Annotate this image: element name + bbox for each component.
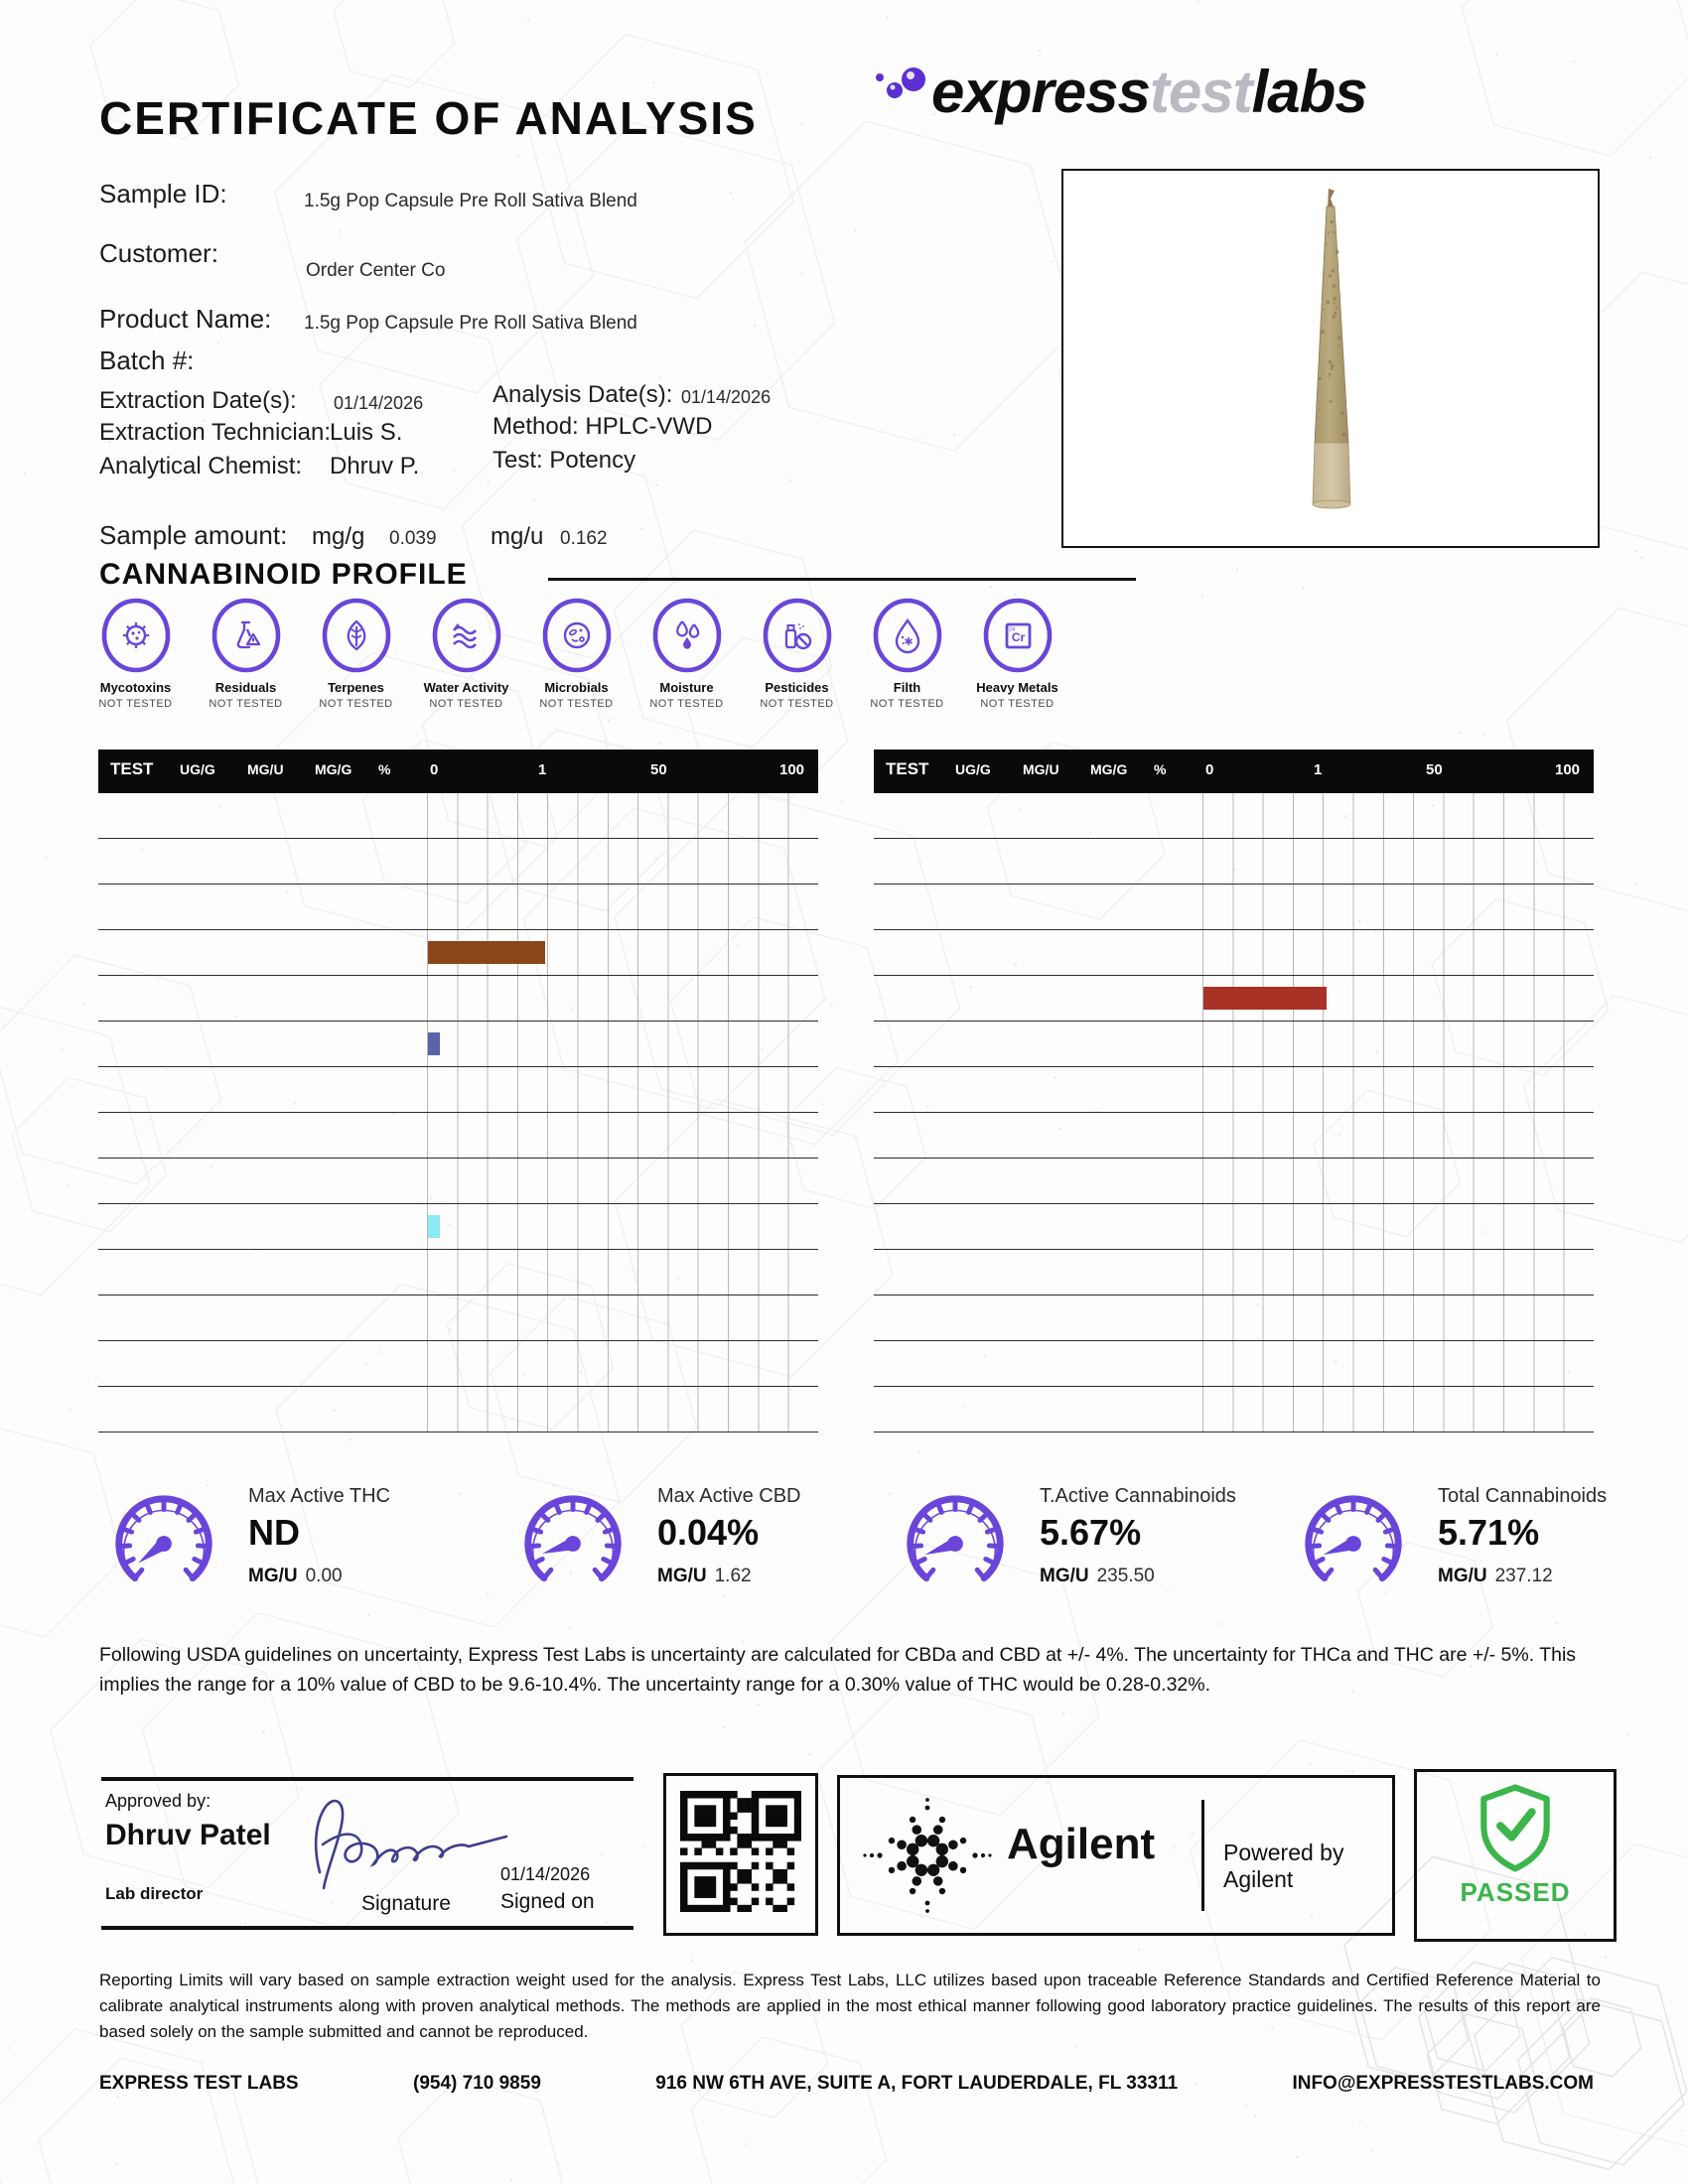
table-row-cbdva bbox=[98, 1067, 818, 1113]
row-chart-area bbox=[427, 1113, 818, 1158]
powered-by-agilent: Powered by Agilent bbox=[1223, 1840, 1344, 1892]
method-label: Method: bbox=[492, 413, 579, 440]
scale-0: 0 bbox=[1205, 761, 1214, 778]
footer-phone: (954) 710 9859 bbox=[413, 2073, 541, 2094]
test-value: Potency bbox=[549, 447, 636, 474]
row-chart-area bbox=[1202, 1204, 1594, 1249]
water-activity-icon bbox=[432, 598, 501, 673]
gauge-unit-value: 0.00 bbox=[305, 1566, 343, 1586]
passed-label: PASSED bbox=[1460, 1877, 1571, 1907]
row-chart-area bbox=[1202, 1250, 1594, 1295]
scale-1: 1 bbox=[1314, 761, 1323, 778]
scale-50: 50 bbox=[650, 761, 667, 778]
gauge-title: T.Active Cannabinoids bbox=[1040, 1485, 1236, 1507]
row-chart-area bbox=[1202, 1022, 1594, 1066]
row-chart-area bbox=[427, 839, 818, 884]
agilent-wordmark: Agilent bbox=[1007, 1820, 1156, 1868]
panel-label: Pesticides bbox=[765, 680, 829, 695]
col-mgg: MG/G bbox=[315, 761, 352, 777]
gauge-unit-label: MG/U bbox=[657, 1566, 707, 1586]
mgg-value: 0.039 bbox=[389, 528, 437, 549]
col-mgu: MG/U bbox=[1023, 761, 1059, 777]
panel-status: NOT TESTED bbox=[539, 698, 614, 710]
customer-value: Order Center Co bbox=[306, 260, 446, 281]
table-row-cbg bbox=[98, 1296, 818, 1341]
gauge-unit-label: MG/U bbox=[1438, 1566, 1487, 1586]
approver-name: Dhruv Patel bbox=[105, 1819, 271, 1851]
row-chart-area bbox=[427, 1204, 818, 1249]
extraction-technician-label: Extraction Technician: bbox=[99, 419, 332, 446]
scale-50: 50 bbox=[1426, 761, 1443, 778]
not-tested-row bbox=[80, 598, 1072, 710]
table-row-cbda bbox=[98, 976, 818, 1022]
col-ugg: UG/G bbox=[180, 761, 215, 777]
gauge-t-active-cannabinoids bbox=[897, 1485, 1236, 1602]
gauge-max-active-cbd bbox=[514, 1485, 800, 1602]
analysis-date-label: Analysis Date(s): bbox=[492, 381, 673, 408]
table-row-d8-thco bbox=[874, 885, 1594, 930]
approval-block bbox=[101, 1777, 633, 1930]
table-row-cbca bbox=[874, 839, 1594, 885]
pesticides-icon bbox=[763, 598, 832, 673]
gauge-title: Max Active CBD bbox=[657, 1485, 801, 1507]
test-row bbox=[492, 447, 635, 475]
gauge-unit-value: 1.62 bbox=[714, 1566, 752, 1586]
gauge-title: Max Active THC bbox=[248, 1485, 390, 1507]
panel-label: Moisture bbox=[659, 680, 714, 695]
not-tested-panel-filth bbox=[852, 598, 962, 710]
uncertainty-text: Following USDA guidelines on uncertainty, Express Test Labs is uncertainty are calculated for CBDa and CBD at +/- 4%. The uncertainty for THCa and THC are +/- 5%. This implies the range for a 10% value of CBD to be 9.6-10.4%. The uncertainty range for a 0.30% value of THC would be 0.28-0.32%. bbox=[99, 1644, 1577, 1696]
gauge-total-cannabinoids bbox=[1295, 1485, 1607, 1602]
not-tested-panel-residuals bbox=[191, 598, 301, 710]
col-test: TEST bbox=[110, 759, 154, 778]
row-chart-area bbox=[1202, 976, 1594, 1021]
not-tested-panel-microbials bbox=[521, 598, 632, 710]
table-row-d9-thc bbox=[98, 839, 818, 885]
table-header bbox=[98, 750, 818, 793]
test-label: Test: bbox=[492, 447, 543, 474]
not-tested-panel-mycotoxins bbox=[80, 598, 191, 710]
not-tested-panel-heavy-metals bbox=[962, 598, 1072, 710]
panel-label: Mycotoxins bbox=[99, 680, 172, 695]
signature-label: Signature bbox=[361, 1892, 451, 1915]
row-chart-area bbox=[427, 1296, 818, 1340]
panel-status: NOT TESTED bbox=[429, 698, 503, 710]
row-chart-area bbox=[427, 1387, 818, 1432]
panel-status: NOT TESTED bbox=[98, 698, 173, 710]
brand-test: test bbox=[1149, 59, 1252, 125]
sample-amount-label: Sample amount: bbox=[99, 520, 288, 550]
footer bbox=[99, 2073, 1594, 2095]
panel-status: NOT TESTED bbox=[209, 698, 283, 710]
brand-labs: labs bbox=[1251, 59, 1367, 125]
row-chart-area bbox=[1202, 1296, 1594, 1340]
row-chart-area bbox=[1202, 1067, 1594, 1112]
approver-title: Lab director bbox=[105, 1884, 204, 1903]
table-row-cbc bbox=[874, 793, 1594, 839]
gauge-icon bbox=[514, 1485, 632, 1602]
gauge-unit-value: 237.12 bbox=[1494, 1566, 1553, 1586]
table-row-cbna bbox=[98, 1159, 818, 1204]
svg-text:Cr: Cr bbox=[1011, 630, 1025, 644]
panel-status: NOT TESTED bbox=[319, 698, 393, 710]
terpenes-icon bbox=[322, 598, 391, 673]
page-title: CERTIFICATE OF ANALYSIS bbox=[99, 92, 758, 144]
table-row-thcv bbox=[98, 1387, 818, 1433]
table-header bbox=[874, 750, 1594, 793]
analysis-date-value: 01/14/2026 bbox=[681, 387, 772, 407]
sample-id-value: 1.5g Pop Capsule Pre Roll Sativa Blend bbox=[304, 191, 637, 211]
product-photo-frame bbox=[1061, 169, 1600, 548]
table-row-d10-thc bbox=[98, 885, 818, 930]
percent-bar bbox=[1203, 987, 1327, 1010]
microbials-icon bbox=[542, 598, 612, 673]
mgu-value: 0.162 bbox=[560, 528, 608, 549]
row-chart-area bbox=[427, 930, 818, 975]
col-test: TEST bbox=[886, 759, 929, 778]
table-row-d9-thca bbox=[98, 793, 818, 839]
disclaimer-text: Reporting Limits will vary based on sample extraction weight used for the analysis. Express Test Labs, LLC utilizes based upon traceable Reference Standards and Certified Reference Material to calibrate analytical instruments along with proven analytical methods. The methods are applied in the most ethical manner following good laboratory practice guidelines. The results of this report are based solely on the sample submitted and cannot be reproduced. bbox=[99, 1971, 1601, 2041]
agilent-starburst-icon bbox=[862, 1790, 993, 1921]
table-row-cbn bbox=[98, 1204, 818, 1250]
footer-company: EXPRESS TEST LABS bbox=[99, 2073, 299, 2094]
table-row-cbdv bbox=[98, 1113, 818, 1159]
gauge-icon bbox=[897, 1485, 1014, 1602]
table-row-d8-thcp bbox=[874, 1067, 1594, 1113]
gauge-unit-label: MG/U bbox=[248, 1566, 298, 1586]
qr-code-box bbox=[663, 1773, 818, 1936]
table-row-d8-thc bbox=[98, 930, 818, 976]
gauge-value: 0.04% bbox=[657, 1512, 760, 1553]
panel-label: Terpenes bbox=[328, 680, 384, 695]
mgu-label: mg/u bbox=[491, 523, 544, 550]
extraction-date-value: 01/14/2026 bbox=[334, 393, 424, 413]
table-row-thcva bbox=[98, 1341, 818, 1387]
panel-label: Heavy Metals bbox=[976, 680, 1058, 695]
batch-label: Batch #: bbox=[99, 345, 195, 375]
section-heading: CANNABINOID PROFILE bbox=[99, 558, 468, 591]
gauge-icon bbox=[105, 1485, 222, 1602]
panel-label: Water Activity bbox=[423, 680, 509, 695]
table-row-d9-thcp bbox=[874, 1022, 1594, 1067]
table-row-cbga bbox=[98, 1250, 818, 1296]
passed-badge bbox=[1414, 1769, 1617, 1942]
row-chart-area bbox=[1202, 1387, 1594, 1432]
scale-100: 100 bbox=[1555, 761, 1581, 778]
moisture-icon bbox=[652, 598, 722, 673]
panel-label: Filth bbox=[893, 680, 921, 695]
mycotoxins-icon bbox=[101, 598, 171, 673]
cannabinoid-table-right bbox=[874, 750, 1594, 1433]
analytical-chemist-label: Analytical Chemist: bbox=[99, 453, 303, 479]
footer-email: INFO@EXPRESSTESTLABS.COM bbox=[1292, 2073, 1594, 2094]
gauge-icon bbox=[1295, 1485, 1412, 1602]
table-row-thch bbox=[874, 1204, 1594, 1250]
heading-rule bbox=[548, 578, 1136, 581]
extraction-date-label: Extraction Date(s): bbox=[99, 387, 297, 414]
customer-label: Customer: bbox=[99, 238, 218, 268]
method-value: HPLC-VWD bbox=[585, 413, 713, 440]
table-row-thca bbox=[874, 976, 1594, 1022]
not-tested-panel-moisture bbox=[632, 598, 742, 710]
product-name-value: 1.5g Pop Capsule Pre Roll Sativa Blend bbox=[304, 313, 637, 334]
passed-shield-icon bbox=[1472, 1782, 1559, 1873]
percent-bar bbox=[428, 941, 545, 964]
preroll-photo bbox=[1271, 183, 1390, 530]
not-tested-panel-water-activity bbox=[411, 598, 521, 710]
mgg-label: mg/g bbox=[312, 523, 365, 550]
panel-status: NOT TESTED bbox=[980, 698, 1055, 710]
row-chart-area bbox=[1202, 930, 1594, 975]
row-chart-area bbox=[1202, 885, 1594, 929]
approved-by-label: Approved by: bbox=[105, 1791, 211, 1811]
row-chart-area bbox=[427, 1022, 818, 1066]
table-row-hhc-p bbox=[874, 1159, 1594, 1204]
panel-label: Microbials bbox=[544, 680, 609, 695]
row-chart-area bbox=[427, 793, 818, 838]
gauge-value: 5.71% bbox=[1438, 1512, 1540, 1553]
filth-icon bbox=[873, 598, 942, 673]
residuals-icon bbox=[211, 598, 281, 673]
row-chart-area bbox=[1202, 1341, 1594, 1386]
row-chart-area bbox=[1202, 793, 1594, 838]
col-mgg: MG/G bbox=[1090, 761, 1128, 777]
product-name-label: Product Name: bbox=[99, 304, 272, 334]
row-chart-area bbox=[427, 1250, 818, 1295]
approval-bottom-rule bbox=[101, 1926, 633, 1930]
not-tested-panel-terpenes bbox=[301, 598, 411, 710]
gauge-value: 5.67% bbox=[1040, 1512, 1142, 1553]
footer-address: 916 NW 6TH AVE, SUITE A, FORT LAUDERDALE, FL 33311 bbox=[655, 2073, 1179, 2094]
method-row bbox=[492, 413, 712, 441]
gauge-title: Total Cannabinoids bbox=[1438, 1485, 1608, 1507]
col-pct: % bbox=[1154, 761, 1167, 777]
table-row-hhc bbox=[874, 1113, 1594, 1159]
row-chart-area bbox=[427, 885, 818, 929]
gauge-unit-label: MG/U bbox=[1040, 1566, 1089, 1586]
row-chart-area bbox=[427, 1067, 818, 1112]
sample-id-label: Sample ID: bbox=[99, 179, 227, 208]
svg-text:24: 24 bbox=[1008, 626, 1015, 633]
brand-express: express bbox=[931, 59, 1150, 125]
cannabinoid-table-left bbox=[98, 750, 818, 1433]
scale-1: 1 bbox=[538, 761, 547, 778]
agilent-box bbox=[837, 1775, 1395, 1936]
table-row-d8-thcv bbox=[874, 1387, 1594, 1433]
heavy-metals-icon bbox=[983, 598, 1053, 673]
percent-bar bbox=[428, 1032, 440, 1055]
row-chart-area bbox=[1202, 1159, 1594, 1203]
percent-bar bbox=[428, 1215, 440, 1238]
gauge-max-active-thc bbox=[105, 1485, 390, 1602]
row-chart-area bbox=[427, 1341, 818, 1386]
row-chart-area bbox=[427, 976, 818, 1021]
table-row-cbla bbox=[874, 1341, 1594, 1387]
table-row-7-hydroxy bbox=[874, 1250, 1594, 1296]
row-chart-area bbox=[1202, 839, 1594, 884]
table-row-cbd bbox=[98, 1022, 818, 1067]
qr-code bbox=[680, 1791, 801, 1912]
panel-status: NOT TESTED bbox=[870, 698, 944, 710]
gauge-unit-value: 235.50 bbox=[1096, 1566, 1155, 1586]
col-pct: % bbox=[378, 761, 391, 777]
agilent-divider bbox=[1201, 1800, 1204, 1911]
scale-100: 100 bbox=[779, 761, 805, 778]
signed-on-label: Signed on bbox=[500, 1890, 595, 1913]
col-ugg: UG/G bbox=[955, 761, 991, 777]
row-chart-area bbox=[427, 1159, 818, 1203]
panel-status: NOT TESTED bbox=[649, 698, 724, 710]
extraction-technician-value: Luis S. bbox=[330, 419, 403, 446]
logo-bubbles-icon bbox=[870, 64, 929, 113]
panel-status: NOT TESTED bbox=[760, 698, 834, 710]
row-chart-area bbox=[1202, 1113, 1594, 1158]
panel-label: Residuals bbox=[214, 680, 277, 695]
table-row-cbl bbox=[874, 1296, 1594, 1341]
gauge-value: ND bbox=[248, 1512, 300, 1553]
col-mgu: MG/U bbox=[247, 761, 284, 777]
table-row-exo-thc bbox=[874, 930, 1594, 976]
signed-on-date: 01/14/2026 bbox=[500, 1864, 591, 1884]
brand-logo bbox=[874, 58, 1367, 126]
not-tested-panel-pesticides bbox=[742, 598, 852, 710]
analytical-chemist-value: Dhruv P. bbox=[330, 453, 420, 479]
scale-0: 0 bbox=[430, 761, 439, 778]
